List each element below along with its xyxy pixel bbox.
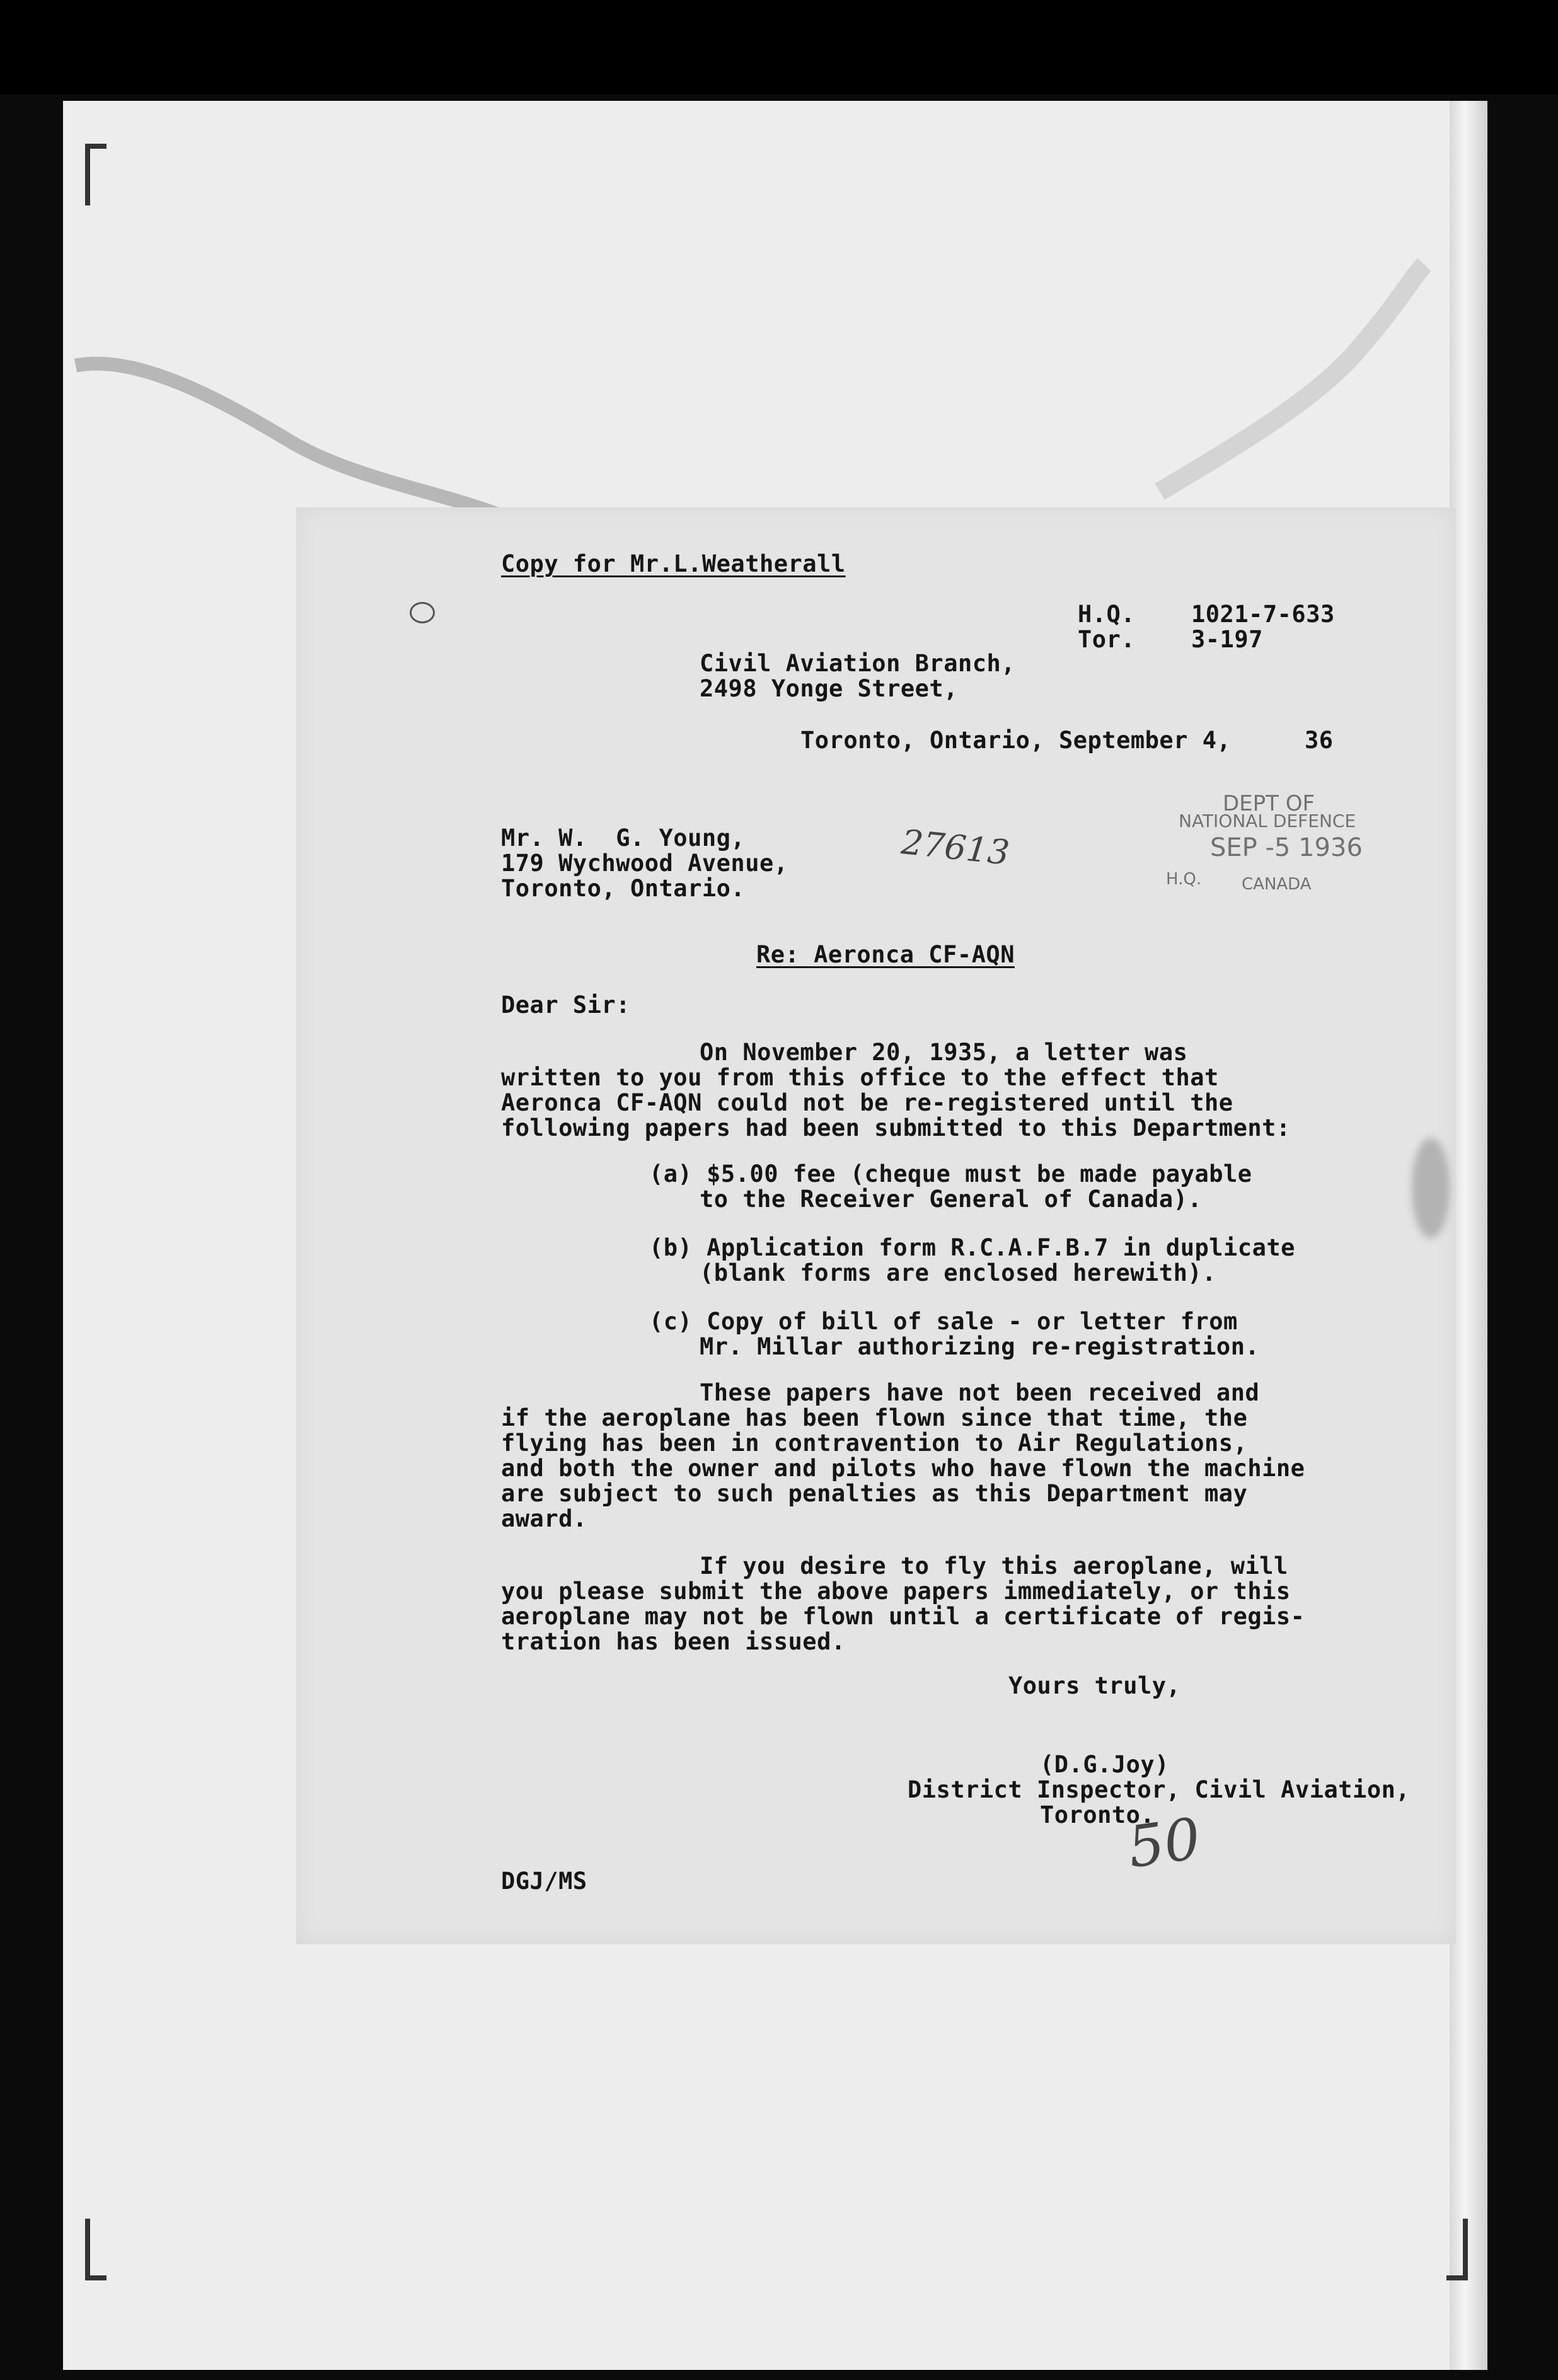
- received-stamp: [1166, 791, 1469, 892]
- para2-line-6: award.: [501, 1505, 587, 1532]
- recipient-line-3: Toronto, Ontario.: [501, 875, 746, 902]
- crop-mark-bottom-right: [1446, 2219, 1468, 2280]
- signer-title: District Inspector, Civil Aviation,: [908, 1776, 1411, 1803]
- sender-line-1: Civil Aviation Branch,: [700, 650, 1016, 677]
- crop-mark-top-left: [85, 144, 107, 205]
- closing: Yours truly,: [1008, 1672, 1181, 1699]
- stamp-date: SEP -5 1936: [1210, 833, 1363, 862]
- subject-line: Re: Aeronca CF-AQN: [756, 941, 1015, 968]
- item-b-line-2: (blank forms are enclosed herewith).: [700, 1259, 1216, 1286]
- item-c-line-1: (c) Copy of bill of sale - or letter from: [649, 1308, 1238, 1335]
- signer-city: Toronto.: [1040, 1801, 1155, 1828]
- crop-mark-bottom-left: [85, 2219, 107, 2280]
- hq-label: H.Q.: [1078, 601, 1136, 628]
- salutation: Dear Sir:: [501, 991, 630, 1019]
- tor-number: 3-197: [1191, 626, 1263, 653]
- para2-line-1: These papers have not been received and: [700, 1379, 1260, 1406]
- date-line: Toronto, Ontario, September 4,: [800, 727, 1232, 754]
- para2-line-3: flying has been in contravention to Air Regulations,: [501, 1430, 1248, 1457]
- stamp-line-3: H.Q.: [1166, 870, 1202, 889]
- paper-crease: [1147, 252, 1437, 517]
- stamp-line-4: CANADA: [1242, 875, 1312, 894]
- para1-line-3: Aeronca CF-AQN could not be re-registered until the: [501, 1089, 1233, 1116]
- typist-initials: DGJ/MS: [501, 1868, 587, 1895]
- copy-heading: Copy for Mr.L.Weatherall: [501, 550, 846, 577]
- sender-line-2: 2498 Yonge Street,: [700, 675, 958, 702]
- punch-hole-icon: [410, 602, 435, 623]
- date-year: 36: [1305, 727, 1334, 754]
- para1-line-2: written to you from this office to the effect that: [501, 1064, 1219, 1091]
- para2-line-5: are subject to such penalties as this Department may: [501, 1480, 1248, 1507]
- typed-letter: [296, 507, 1456, 1944]
- para3-line-4: tration has been issued.: [501, 1628, 846, 1655]
- recipient-line-1: Mr. W. G. Young,: [501, 824, 746, 852]
- file-number: 27613: [899, 822, 1012, 873]
- hq-number: 1021-7-633: [1191, 601, 1335, 628]
- item-a-line-1: (a) $5.00 fee (cheque must be made payable: [649, 1160, 1252, 1187]
- recipient-line-2: 179 Wychwood Avenue,: [501, 850, 788, 877]
- para1-line-1: On November 20, 1935, a letter was: [700, 1039, 1188, 1066]
- stamp-line-2: NATIONAL DEFENCE: [1179, 811, 1356, 831]
- film-border: [0, 0, 1558, 95]
- signer-name: (D.G.Joy): [1040, 1751, 1169, 1778]
- stamp-line-1: DEPT OF: [1223, 791, 1315, 816]
- handwritten-mark: 50: [1124, 1805, 1205, 1881]
- para1-line-4: following papers had been submitted to this Department:: [501, 1114, 1291, 1141]
- tor-label: Tor.: [1078, 626, 1136, 653]
- para3-line-3: aeroplane may not be flown until a certificate of regis-: [501, 1603, 1305, 1630]
- ink-stain: [1412, 1138, 1450, 1239]
- item-b-line-1: (b) Application form R.C.A.F.B.7 in duplicate: [649, 1234, 1295, 1261]
- para3-line-1: If you desire to fly this aeroplane, will: [700, 1552, 1288, 1580]
- item-a-line-2: to the Receiver General of Canada).: [700, 1186, 1203, 1213]
- para2-line-2: if the aeroplane has been flown since that time, the: [501, 1404, 1248, 1431]
- para3-line-2: you please submit the above papers immediately, or this: [501, 1578, 1291, 1605]
- torn-paper-mark: [63, 328, 517, 529]
- para2-line-4: and both the owner and pilots who have flown the machine: [501, 1455, 1305, 1482]
- item-c-line-2: Mr. Millar authorizing re-registration.: [700, 1333, 1260, 1360]
